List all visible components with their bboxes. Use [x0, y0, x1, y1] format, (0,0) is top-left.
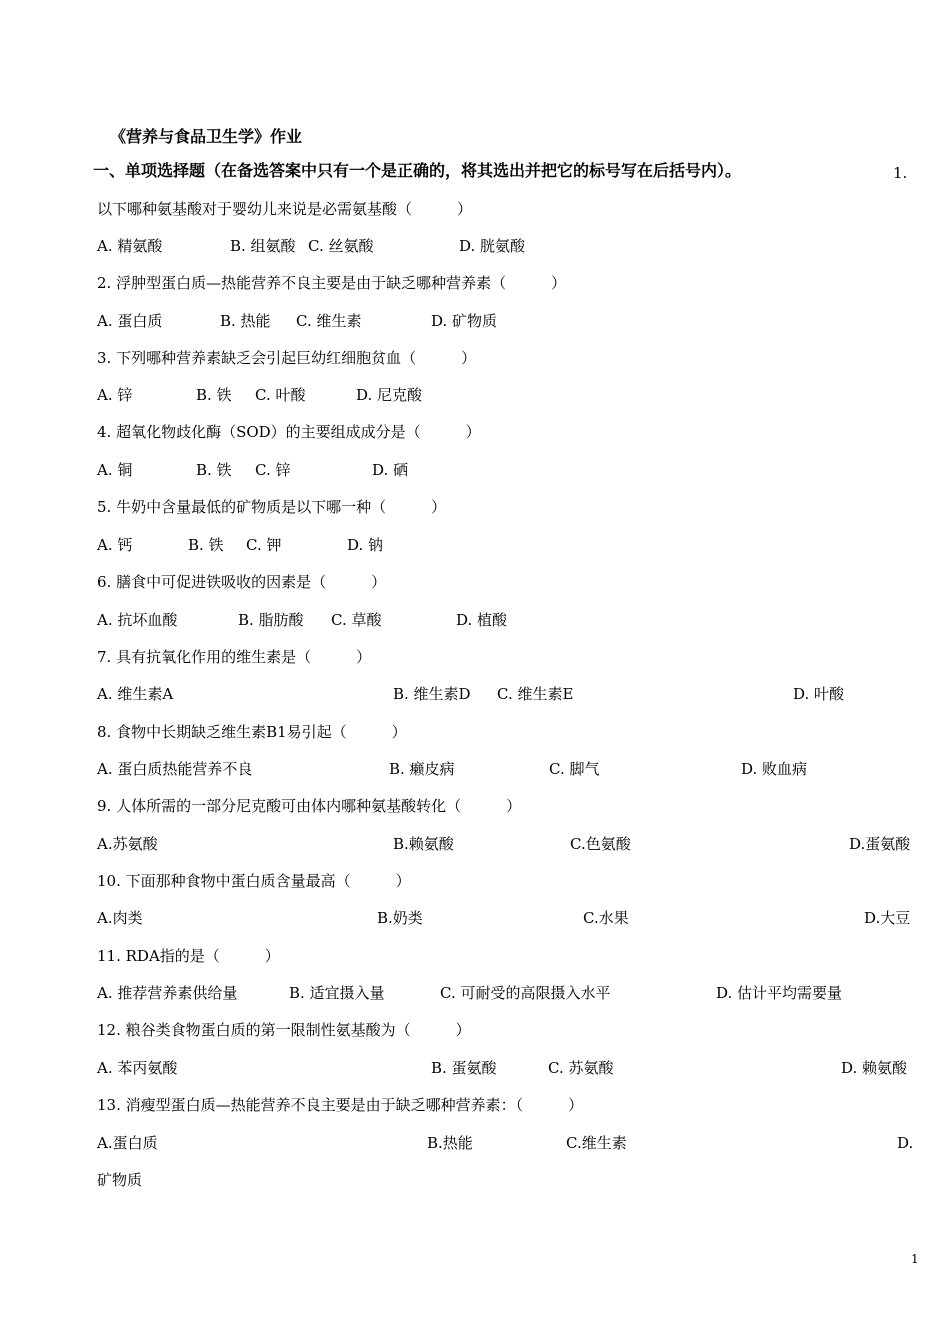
q3-option-b: B. 铁 [196, 386, 232, 404]
q1-option-d: D. 胱氨酸 [459, 237, 526, 255]
q7-option-d: D. 叶酸 [793, 685, 845, 703]
q9-option-b: B.赖氨酸 [393, 835, 454, 853]
q3-option-d: D. 尼克酸 [356, 386, 423, 404]
q1-option-a: A. 精氨酸 [97, 237, 163, 255]
q2-option-c: C. 维生素 [296, 312, 362, 330]
q6-option-a: A. 抗坏血酸 [97, 611, 178, 629]
q4-option-d: D. 硒 [372, 461, 409, 479]
page-number: 1 [911, 1252, 919, 1266]
q8-option-b: B. 癞皮病 [389, 760, 455, 778]
q12-option-d: D. 赖氨酸 [841, 1059, 908, 1077]
q12-option-a: A. 苯丙氨酸 [97, 1059, 178, 1077]
question-5-text: 5. 牛奶中含量最低的矿物质是以下哪一种（ ） [97, 498, 447, 516]
question-6-text: 6. 膳食中可促进铁吸收的因素是（ ） [97, 573, 387, 591]
question-12-text: 12. 粮谷类食物蛋白质的第一限制性氨基酸为（ ） [97, 1021, 471, 1039]
question-11-text: 11. RDA指的是（ ） [97, 947, 280, 965]
q10-option-b: B.奶类 [377, 909, 423, 927]
section-heading: 一、单项选择题（在备选答案中只有一个是正确的，将其选出并把它的标号写在后括号内）。 [93, 161, 742, 180]
q8-option-a: A. 蛋白质热能营养不良 [97, 760, 253, 778]
q8-option-c: C. 脚气 [549, 760, 600, 778]
q1-option-c: C. 丝氨酸 [308, 237, 374, 255]
q5-option-b: B. 铁 [188, 536, 224, 554]
q7-option-c: C. 维生素E [497, 685, 574, 703]
q5-option-c: C. 钾 [246, 536, 282, 554]
q13-option-c: C.维生素 [566, 1134, 627, 1152]
doc-title: 《营养与食品卫生学》作业 [110, 127, 303, 146]
q12-option-b: B. 蛋氨酸 [431, 1059, 497, 1077]
question-8-text: 8. 食物中长期缺乏维生素B1易引起（ ） [97, 723, 407, 741]
question-10-text: 10. 下面那种食物中蛋白质含量最高（ ） [97, 872, 411, 890]
q5-option-a: A. 钙 [97, 536, 133, 554]
q11-option-d: D. 估计平均需要量 [716, 984, 843, 1002]
question-3-text: 3. 下列哪种营养素缺乏会引起巨幼红细胞贫血（ ） [97, 349, 477, 367]
q13-option-d-continued: 矿物质 [97, 1171, 143, 1189]
q11-option-c: C. 可耐受的高限摄入水平 [440, 984, 611, 1002]
question-7-text: 7. 具有抗氧化作用的维生素是（ ） [97, 648, 372, 666]
q3-option-c: C. 叶酸 [255, 386, 306, 404]
q8-option-d: D. 败血病 [741, 760, 808, 778]
q4-option-a: A. 铜 [97, 461, 133, 479]
question-4-text: 4. 超氧化物歧化酶（SOD）的主要组成成分是（ ） [97, 423, 481, 441]
q9-option-d: D.蛋氨酸 [849, 835, 911, 853]
q1-option-b: B. 组氨酸 [230, 237, 296, 255]
q7-option-b: B. 维生素D [393, 685, 471, 703]
q4-option-b: B. 铁 [196, 461, 232, 479]
q5-option-d: D. 钠 [347, 536, 384, 554]
q11-option-b: B. 适宜摄入量 [289, 984, 385, 1002]
q6-option-d: D. 植酸 [456, 611, 508, 629]
question-1-text: 以下哪种氨基酸对于婴幼儿来说是必需氨基酸（ ） [97, 200, 473, 218]
q2-option-a: A. 蛋白质 [97, 312, 163, 330]
q10-option-c: C.水果 [583, 909, 629, 927]
q11-option-a: A. 推荐营养素供给量 [97, 984, 238, 1002]
q13-option-a: A.蛋白质 [97, 1134, 158, 1152]
question-2-text: 2. 浮肿型蛋白质—热能营养不良主要是由于缺乏哪种营养素（ ） [97, 274, 567, 292]
q2-option-d: D. 矿物质 [431, 312, 498, 330]
q6-option-b: B. 脂肪酸 [238, 611, 304, 629]
question-9-text: 9. 人体所需的一部分尼克酸可由体内哪种氨基酸转化（ ） [97, 797, 522, 815]
q9-option-c: C.色氨酸 [570, 835, 631, 853]
q9-option-a: A.苏氨酸 [97, 835, 158, 853]
q4-option-c: C. 锌 [255, 461, 291, 479]
q13-option-b: B.热能 [427, 1134, 473, 1152]
q10-option-d: D.大豆 [864, 909, 911, 927]
q13-option-d: D. [897, 1134, 914, 1152]
question-13-text: 13. 消瘦型蛋白质—热能营养不良主要是由于缺乏哪种营养素：（ ） [97, 1096, 584, 1114]
q2-option-b: B. 热能 [220, 312, 271, 330]
question-1-number: 1. [893, 164, 908, 182]
q12-option-c: C. 苏氨酸 [548, 1059, 614, 1077]
q7-option-a: A. 维生素A [97, 685, 174, 703]
q10-option-a: A.肉类 [97, 909, 143, 927]
q3-option-a: A. 锌 [97, 386, 133, 404]
q6-option-c: C. 草酸 [331, 611, 382, 629]
